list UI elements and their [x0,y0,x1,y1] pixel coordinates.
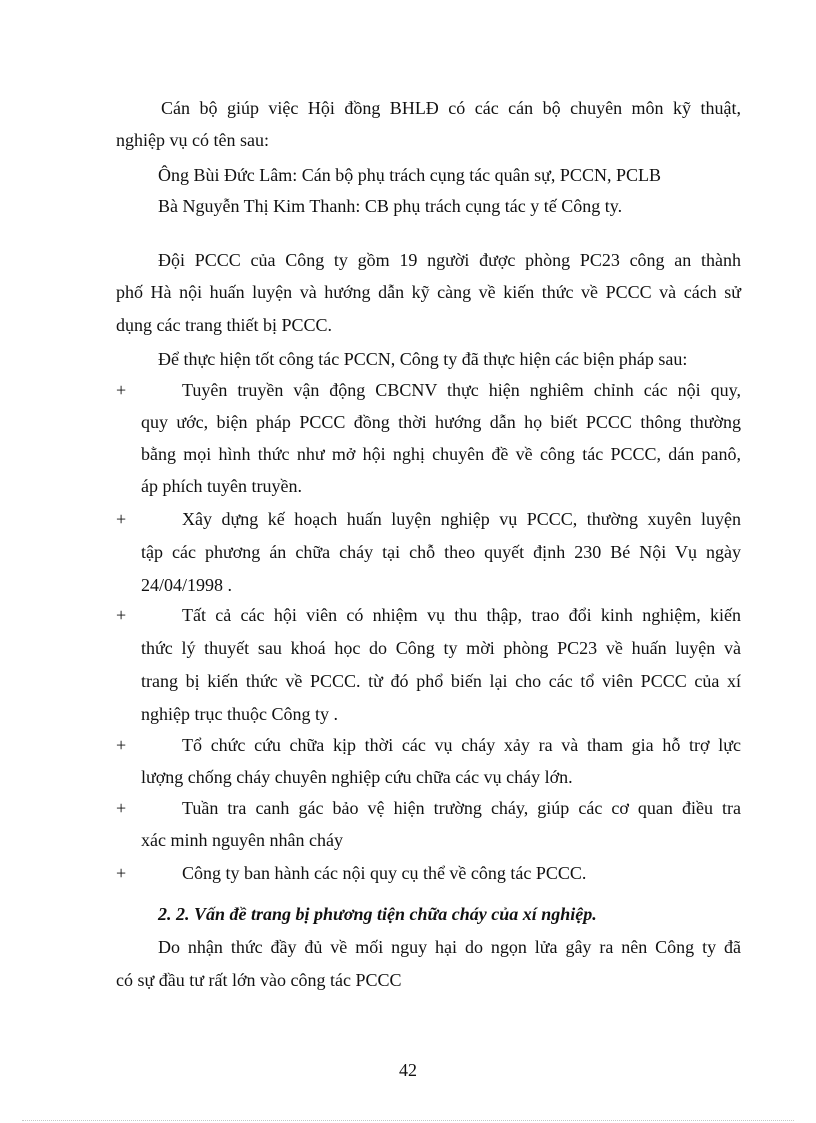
bullet-3-line-2: thức lý thuyết sau khoá học do Công ty mời phòng PC23 về huấn luyện và [141,638,741,658]
bullet-3-line-4: nghiệp trục thuộc Công ty . [141,704,338,724]
measures-intro: Để thực hiện tốt công tác PCCN, Công ty đã thực hiện các biện pháp sau: [158,349,688,369]
bullet-2-line-2: tập các phương án chữa cháy tại chỗ theo quyết định 230 Bé Nội Vụ ngày [141,542,741,562]
bullet-1-line-1: Tuyên truyền vận động CBCNV thực hiện nghiêm chỉnh các nội quy, [182,380,741,400]
bullet-marker: + [116,605,127,625]
person-line-2: Bà Nguyễn Thị Kim Thanh: CB phụ trách cụng tác y tế Công ty. [158,196,623,216]
bullet-marker: + [116,509,127,529]
bullet-marker: + [116,798,127,818]
person-line-1: Ông Bùi Đức Lâm: Cán bộ phụ trách cụng tác quân sự, PCCN, PCLB [158,165,661,185]
bullet-marker: + [116,735,127,755]
team-line-1: Đội PCCC của Công ty gồm 19 người được phòng PC23 công an thành [158,250,741,270]
page-bottom-divider [22,1120,794,1121]
bullet-5-line-2: xác minh nguyên nhân cháy [141,830,343,850]
intro-line-1: Cán bộ giúp việc Hội đồng BHLĐ có các cán bộ chuyên môn kỹ thuật, [161,98,741,118]
bullet-1-line-2: quy ước, biện pháp PCCC đồng thời hướng dẫn họ biết PCCC thông thường [141,412,741,432]
bullet-marker: + [116,863,127,883]
bullet-marker: + [116,380,127,400]
bullet-1-line-3: bằng mọi hình thức như mở hội nghị chuyên đề về công tác PCCC, dán panô, [141,444,741,464]
bullet-6-line-1: Công ty ban hành các nội quy cụ thể về công tác PCCC. [182,863,587,883]
bullet-1-line-4: áp phích tuyên truyền. [141,476,302,496]
bullet-3-line-1: Tất cả các hội viên có nhiệm vụ thu thập, trao đổi kinh nghiệm, kiến [182,605,741,625]
bullet-3-line-3: trang bị kiến thức về PCCC. từ đó phổ biến lại cho các tổ viên PCCC của xí [141,671,741,691]
section-heading: 2. 2. Vấn đề trang bị phương tiện chữa cháy của xí nghiệp. [158,904,597,924]
team-line-2: phố Hà nội huấn luyện và hướng dẫn kỹ càng về kiến thức về PCCC và cách sử [116,282,741,302]
team-line-3: dụng các trang thiết bị PCCC. [116,315,332,335]
bullet-2-line-1: Xây dựng kế hoạch huấn luyện nghiệp vụ PCCC, thường xuyên luyện [182,509,741,529]
section-line-2: có sự đầu tư rất lớn vào công tác PCCC [116,970,402,990]
page-number: 42 [399,1060,417,1080]
bullet-4-line-2: lượng chống cháy chuyên nghiệp cứu chữa các vụ cháy lớn. [141,767,573,787]
bullet-2-line-3: 24/04/1998 . [141,575,233,595]
intro-line-2: nghiệp vụ có tên sau: [116,130,269,150]
section-line-1: Do nhận thức đầy đủ về mối nguy hại do ngọn lửa gây ra nên Công ty đã [158,937,741,957]
bullet-4-line-1: Tổ chức cứu chữa kịp thời các vụ cháy xảy ra và tham gia hỗ trợ lực [182,735,741,755]
bullet-5-line-1: Tuần tra canh gác bảo vệ hiện trường cháy, giúp các cơ quan điều tra [182,798,741,818]
